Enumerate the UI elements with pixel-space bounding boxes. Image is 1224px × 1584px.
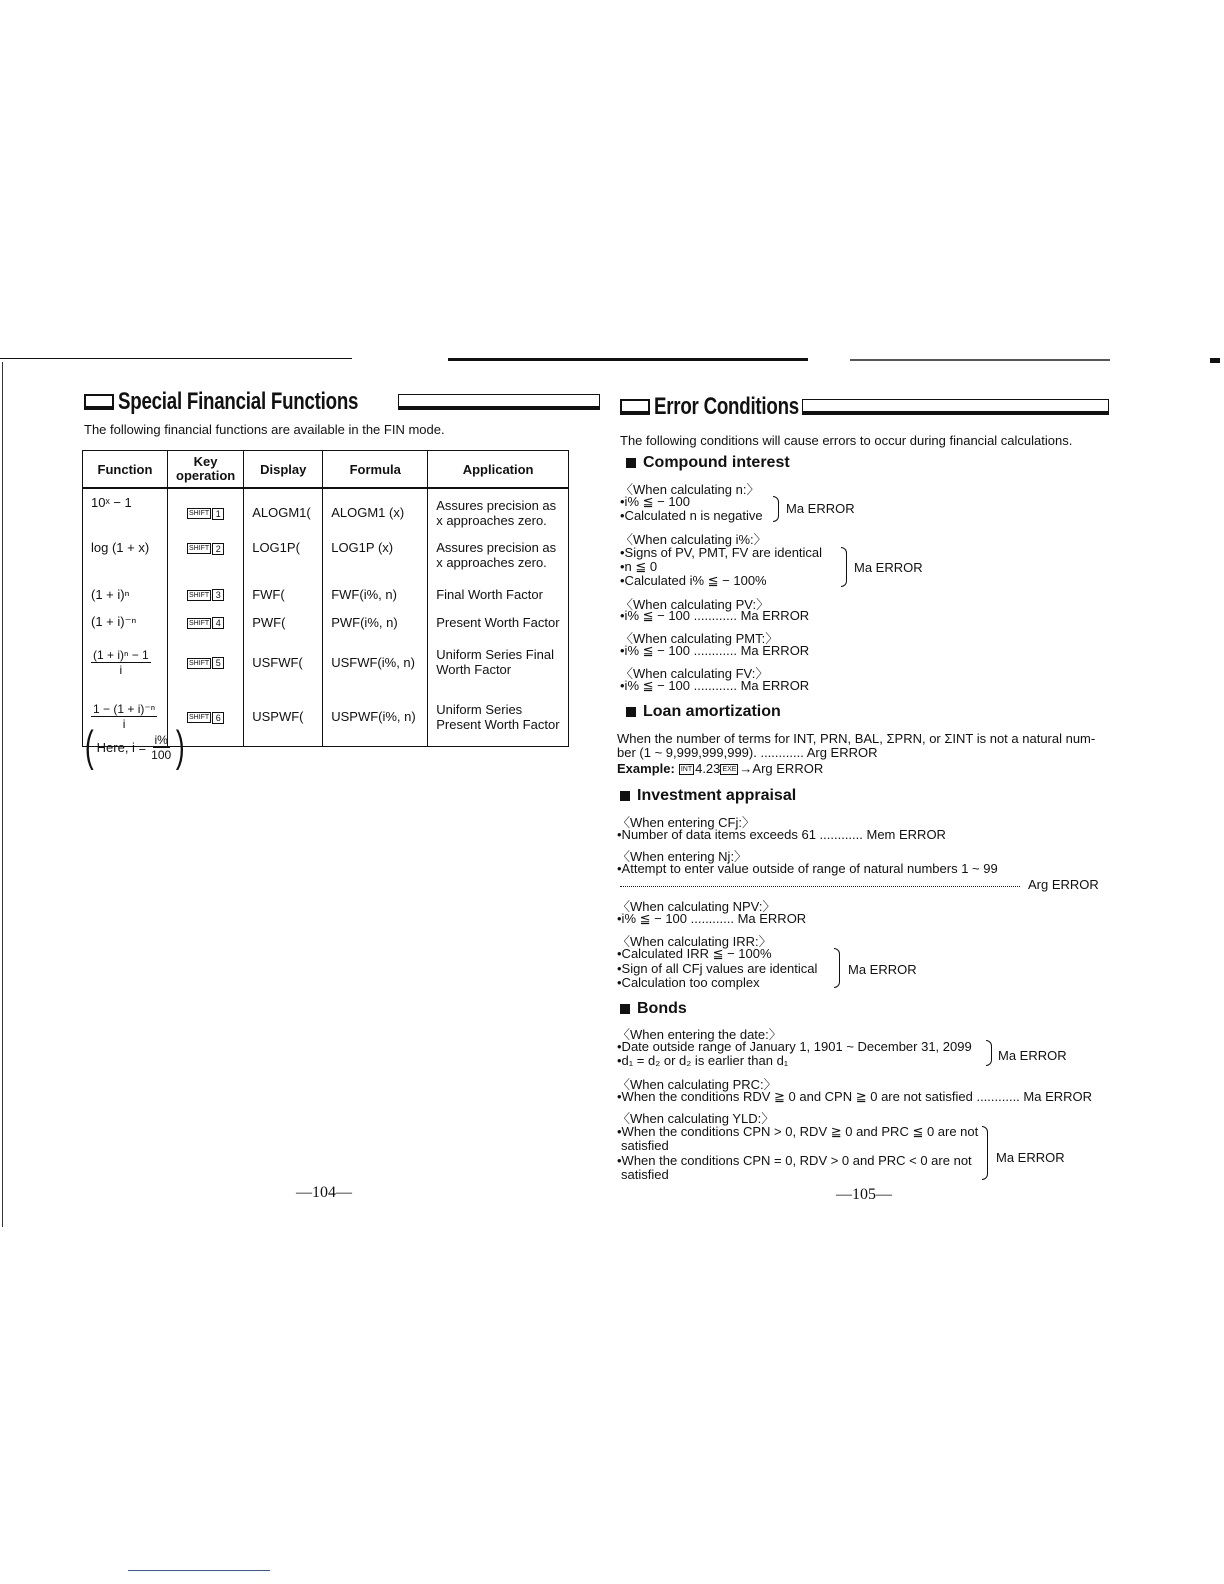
right-intro: The following conditions will cause errors to occur during financial calculations.: [620, 433, 1073, 448]
bonds-line: 〈When entering the date:〉: [617, 1027, 782, 1042]
investment-line: •Calculation too complex: [617, 975, 760, 990]
table-row: [83, 580, 569, 608]
cell-application: Final Worth Factor: [428, 580, 569, 608]
number-key-icon: 2: [212, 543, 224, 555]
fraction-numerator: (1 + i)ⁿ − 1: [93, 647, 149, 662]
bottom-blue-rule: [128, 1570, 270, 1571]
cell-function: (1 + i)ⁿ: [83, 580, 168, 608]
investment-line: •Attempt to enter value outside of range of natural numbers 1 ~ 99: [617, 861, 998, 876]
cell-display: ALOGM1(: [244, 488, 323, 536]
bonds-line: •d₁ = d₂ or d₂ is earlier than d₁: [617, 1053, 789, 1068]
example-result: →Arg ERROR: [739, 761, 824, 776]
financial-functions-table: [82, 450, 569, 747]
note-prefix: Here, i =: [96, 739, 147, 755]
loan-title: Loan amortization: [643, 703, 781, 720]
table-row: [83, 488, 569, 536]
number-key-icon: 4: [212, 617, 224, 629]
investment-line: 〈When entering CFj:〉: [617, 815, 755, 830]
cell-formula: ALOGM1 (x): [323, 488, 428, 536]
top-rule-mid: [448, 358, 808, 361]
table-row: [83, 636, 569, 688]
heading-box-icon: [84, 394, 114, 410]
cell-application: Uniform Series Present Worth Factor: [428, 688, 569, 746]
brace-icon: [982, 1126, 988, 1180]
compound-error: Ma ERROR: [854, 560, 923, 575]
cell-function: 10ˣ − 1: [83, 488, 168, 536]
cell-formula: USFWF(i%, n): [323, 636, 428, 688]
cell-formula: LOG1P (x): [323, 536, 428, 580]
investment-line: •i% ≦ − 100 ............ Ma ERROR: [617, 911, 807, 926]
left-intro: The following financial functions are available in the FIN mode.: [84, 422, 445, 437]
left-edge-rule: [2, 362, 3, 1227]
loan-line: When the number of terms for INT, PRN, BAL, ΣPRN, or ΣINT is not a natural num-: [617, 731, 1096, 746]
bonds-title: Bonds: [637, 1000, 687, 1017]
compound-line: 〈When calculating i%:〉: [620, 532, 767, 547]
left-heading-title: Special Financial Functions: [118, 388, 359, 415]
th-application: Application: [428, 451, 569, 489]
th-function: Function: [83, 451, 168, 489]
left-page-number: —104—: [296, 1184, 352, 1201]
number-key-icon: 6: [212, 712, 224, 724]
cell-function: log (1 + x): [83, 536, 168, 580]
square-bullet-icon: [620, 1004, 630, 1014]
loan-example: [617, 761, 823, 776]
cell-application: Present Worth Factor: [428, 608, 569, 636]
investment-line: •Calculated IRR ≦ − 100%: [617, 946, 772, 961]
shift-key-icon: SHIFT: [188, 659, 210, 667]
bonds-heading: [620, 1000, 687, 1018]
investment-line: •Number of data items exceeds 61 ............ Mem ERROR: [617, 827, 946, 842]
heading-bar: [802, 399, 1109, 415]
square-bullet-icon: [626, 707, 636, 717]
compound-line: •i% ≦ − 100 ............ Ma ERROR: [620, 608, 810, 623]
bonds-line: 〈When calculating YLD:〉: [617, 1111, 775, 1126]
note-denominator: 100: [151, 747, 172, 762]
investment-error: Ma ERROR: [848, 962, 917, 977]
number-key-icon: 1: [212, 508, 224, 520]
left-paren: (: [84, 722, 94, 771]
th-display: Display: [244, 451, 323, 489]
compound-error: Ma ERROR: [786, 501, 855, 516]
int-key-icon: INT: [680, 766, 693, 774]
shift-key-icon: SHIFT: [188, 510, 210, 518]
bonds-line: •Date outside range of January 1, 1901 ~ December 31, 2099: [617, 1039, 972, 1054]
cell-display: LOG1P(: [244, 536, 323, 580]
brace-icon: [773, 496, 779, 522]
top-rule-left: [0, 358, 352, 359]
right-heading-title: Error Conditions: [654, 393, 799, 420]
compound-line: 〈When calculating PV:〉: [620, 597, 770, 612]
investment-line: •Sign of all CFj values are identical: [617, 961, 818, 976]
shift-key-icon: SHIFT: [188, 545, 210, 553]
cell-key: [168, 536, 244, 580]
number-key-icon: 5: [212, 657, 224, 669]
cell-formula: USPWF(i%, n): [323, 688, 428, 746]
number-key-icon: 3: [212, 589, 224, 601]
fraction-denominator: i: [119, 662, 123, 677]
bonds-line: 〈When calculating PRC:〉: [617, 1077, 777, 1092]
compound-line: •i% ≦ − 100 ............ Ma ERROR: [620, 678, 810, 693]
brace-icon: [841, 547, 847, 587]
compound-line: •n ≦ 0: [620, 559, 658, 574]
investment-line: 〈When calculating NPV:〉: [617, 899, 776, 914]
cell-application: Assures precision as x approaches zero.: [428, 488, 569, 536]
function-fraction: [91, 648, 151, 677]
cell-application: Assures precision as x approaches zero.: [428, 536, 569, 580]
square-bullet-icon: [626, 458, 636, 468]
investment-line: 〈When entering Nj:〉: [617, 849, 748, 864]
cell-display: PWF(: [244, 608, 323, 636]
compound-line: •i% ≦ − 100: [620, 494, 691, 509]
compound-interest-heading: [626, 454, 790, 472]
heading-box-icon: [620, 399, 650, 415]
cell-display: USFWF(: [244, 636, 323, 688]
cell-application: Uniform Series Final Worth Factor: [428, 636, 569, 688]
fraction-denominator: i: [122, 717, 126, 732]
cell-key: [168, 580, 244, 608]
compound-line: 〈When calculating FV:〉: [620, 666, 769, 681]
bonds-line: •When the conditions CPN > 0, RDV ≧ 0 and PRC ≦ 0 are not: [617, 1124, 979, 1139]
cell-display: USPWF(: [244, 688, 323, 746]
brace-icon: [834, 948, 840, 988]
cell-function: [83, 636, 168, 688]
right-heading: [620, 393, 1109, 421]
shift-key-icon: SHIFT: [188, 591, 210, 599]
compound-line: •i% ≦ − 100 ............ Ma ERROR: [620, 643, 810, 658]
dot-leader: [620, 886, 1020, 887]
th-key-operation: Key operation: [168, 451, 244, 489]
compound-line: •Calculated i% ≦ − 100%: [620, 573, 767, 588]
right-edge-mark: [1210, 358, 1220, 363]
right-page-number: —105—: [836, 1186, 892, 1203]
left-heading: [84, 388, 600, 416]
shift-key-icon: SHIFT: [188, 619, 210, 627]
example-value: 4.23: [695, 761, 721, 776]
compound-line: 〈When calculating n:〉: [620, 482, 760, 497]
loan-line: ber (1 ~ 9,999,999,999). ............ Arg ERROR: [617, 745, 878, 760]
loan-amortization-heading: [626, 703, 781, 721]
fraction-numerator: 1 − (1 + i)⁻ⁿ: [93, 702, 156, 717]
cell-function: (1 + i)⁻ⁿ: [83, 608, 168, 636]
top-rule-right: [850, 359, 1110, 361]
table-row: [83, 536, 569, 580]
investment-line: 〈When calculating IRR:〉: [617, 934, 772, 949]
table-header-row: [83, 451, 569, 489]
bonds-line: satisfied: [621, 1138, 669, 1153]
investment-appraisal-heading: [620, 787, 796, 805]
here-note: [82, 722, 188, 771]
bonds-error: Ma ERROR: [998, 1048, 1067, 1063]
exe-key-icon: EXE: [722, 766, 737, 774]
example-label: Example:: [617, 761, 675, 776]
cell-formula: FWF(i%, n): [323, 580, 428, 608]
cell-display: FWF(: [244, 580, 323, 608]
bonds-line: •When the conditions CPN = 0, RDV > 0 and PRC < 0 are not: [617, 1153, 972, 1168]
compound-line: •Calculated n is negative: [620, 508, 763, 523]
bonds-line: satisfied: [621, 1167, 669, 1182]
cell-key: [168, 608, 244, 636]
compound-line: 〈When calculating PMT:〉: [620, 631, 779, 646]
brace-icon: [986, 1040, 992, 1066]
compound-title: Compound interest: [643, 454, 790, 471]
note-fraction: [149, 733, 173, 762]
cell-key: [168, 488, 244, 536]
right-paren: ): [176, 722, 185, 771]
table-row: [83, 608, 569, 636]
investment-line: Arg ERROR: [1028, 877, 1099, 892]
cell-formula: PWF(i%, n): [323, 608, 428, 636]
heading-bar: [398, 394, 600, 410]
bonds-error: Ma ERROR: [996, 1150, 1065, 1165]
th-formula: Formula: [323, 451, 428, 489]
compound-line: •Signs of PV, PMT, FV are identical: [620, 545, 823, 560]
cell-key: [168, 636, 244, 688]
square-bullet-icon: [620, 791, 630, 801]
shift-key-icon: SHIFT: [188, 714, 210, 722]
investment-title: Investment appraisal: [637, 787, 797, 804]
bonds-line: •When the conditions RDV ≧ 0 and CPN ≧ 0 are not satisfied ............ Ma ERROR: [617, 1089, 1093, 1104]
note-numerator: i%: [154, 732, 168, 747]
